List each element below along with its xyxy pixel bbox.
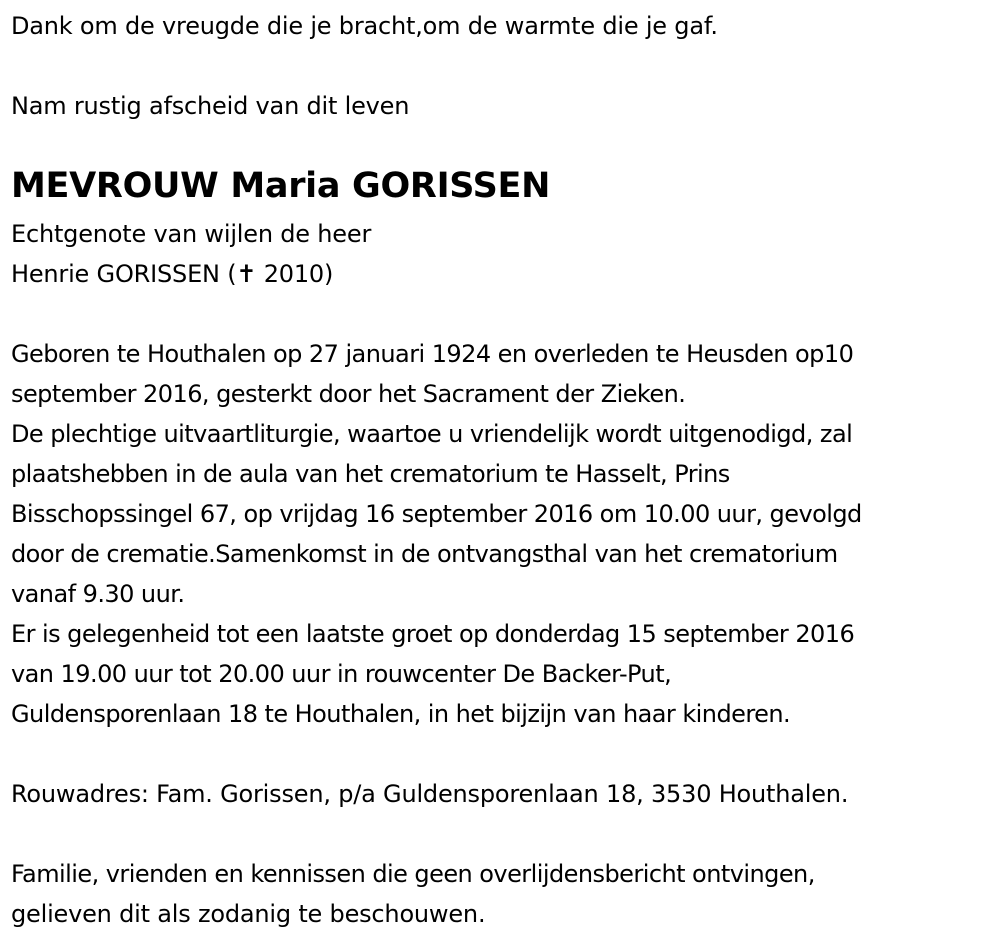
- intro-farewell-line: Nam rustig afscheid van dit leven: [11, 92, 410, 120]
- spacer: [11, 294, 996, 334]
- details-line: vanaf 9.30 uur.: [11, 580, 185, 608]
- mourning-address: Rouwadres: Fam. Gorissen, p/a Guldensporenlaan 18, 3530 Houthalen.: [11, 780, 849, 808]
- details-line: Er is gelegenheid tot een laatste groet op donderdag 15 september 2016: [11, 620, 855, 648]
- closing-line: Familie, vrienden en kennissen die geen overlijdensbericht ontvingen,: [11, 860, 815, 888]
- spacer: [11, 46, 996, 86]
- details-line: Guldensporenlaan 18 te Houthalen, in het bijzijn van haar kinderen.: [11, 700, 791, 728]
- intro-quote-line: Dank om de vreugde die je bracht,om de warmte die je gaf.: [11, 12, 718, 40]
- spacer: [11, 734, 996, 774]
- details-line: De plechtige uitvaartliturgie, waartoe u vriendelijk wordt uitgenodigd, zal: [11, 420, 853, 448]
- spouse-line: Echtgenote van wijlen de heer: [11, 220, 372, 248]
- obituary-notice: [11, 0, 996, 934]
- spacer: [11, 126, 996, 158]
- details-paragraph: [11, 334, 996, 734]
- deceased-name: MEVROUW Maria GORISSEN: [11, 166, 551, 206]
- details-line: van 19.00 uur tot 20.00 uur in rouwcenter De Backer-Put,: [11, 660, 672, 688]
- spacer: [11, 814, 996, 854]
- closing-line: gelieven dit als zodanig te beschouwen.: [11, 900, 486, 928]
- spouse-name-line: Henrie GORISSEN (✝ 2010): [11, 260, 334, 288]
- details-line: door de crematie.Samenkomst in de ontvangsthal van het crematorium: [11, 540, 838, 568]
- details-line: plaatshebben in de aula van het crematorium te Hasselt, Prins: [11, 460, 730, 488]
- details-line: september 2016, gesterkt door het Sacrament der Zieken.: [11, 380, 686, 408]
- details-line: Bisschopssingel 67, op vrijdag 16 september 2016 om 10.00 uur, gevolgd: [11, 500, 862, 528]
- details-line: Geboren te Houthalen op 27 januari 1924 en overleden te Heusden op10: [11, 340, 854, 368]
